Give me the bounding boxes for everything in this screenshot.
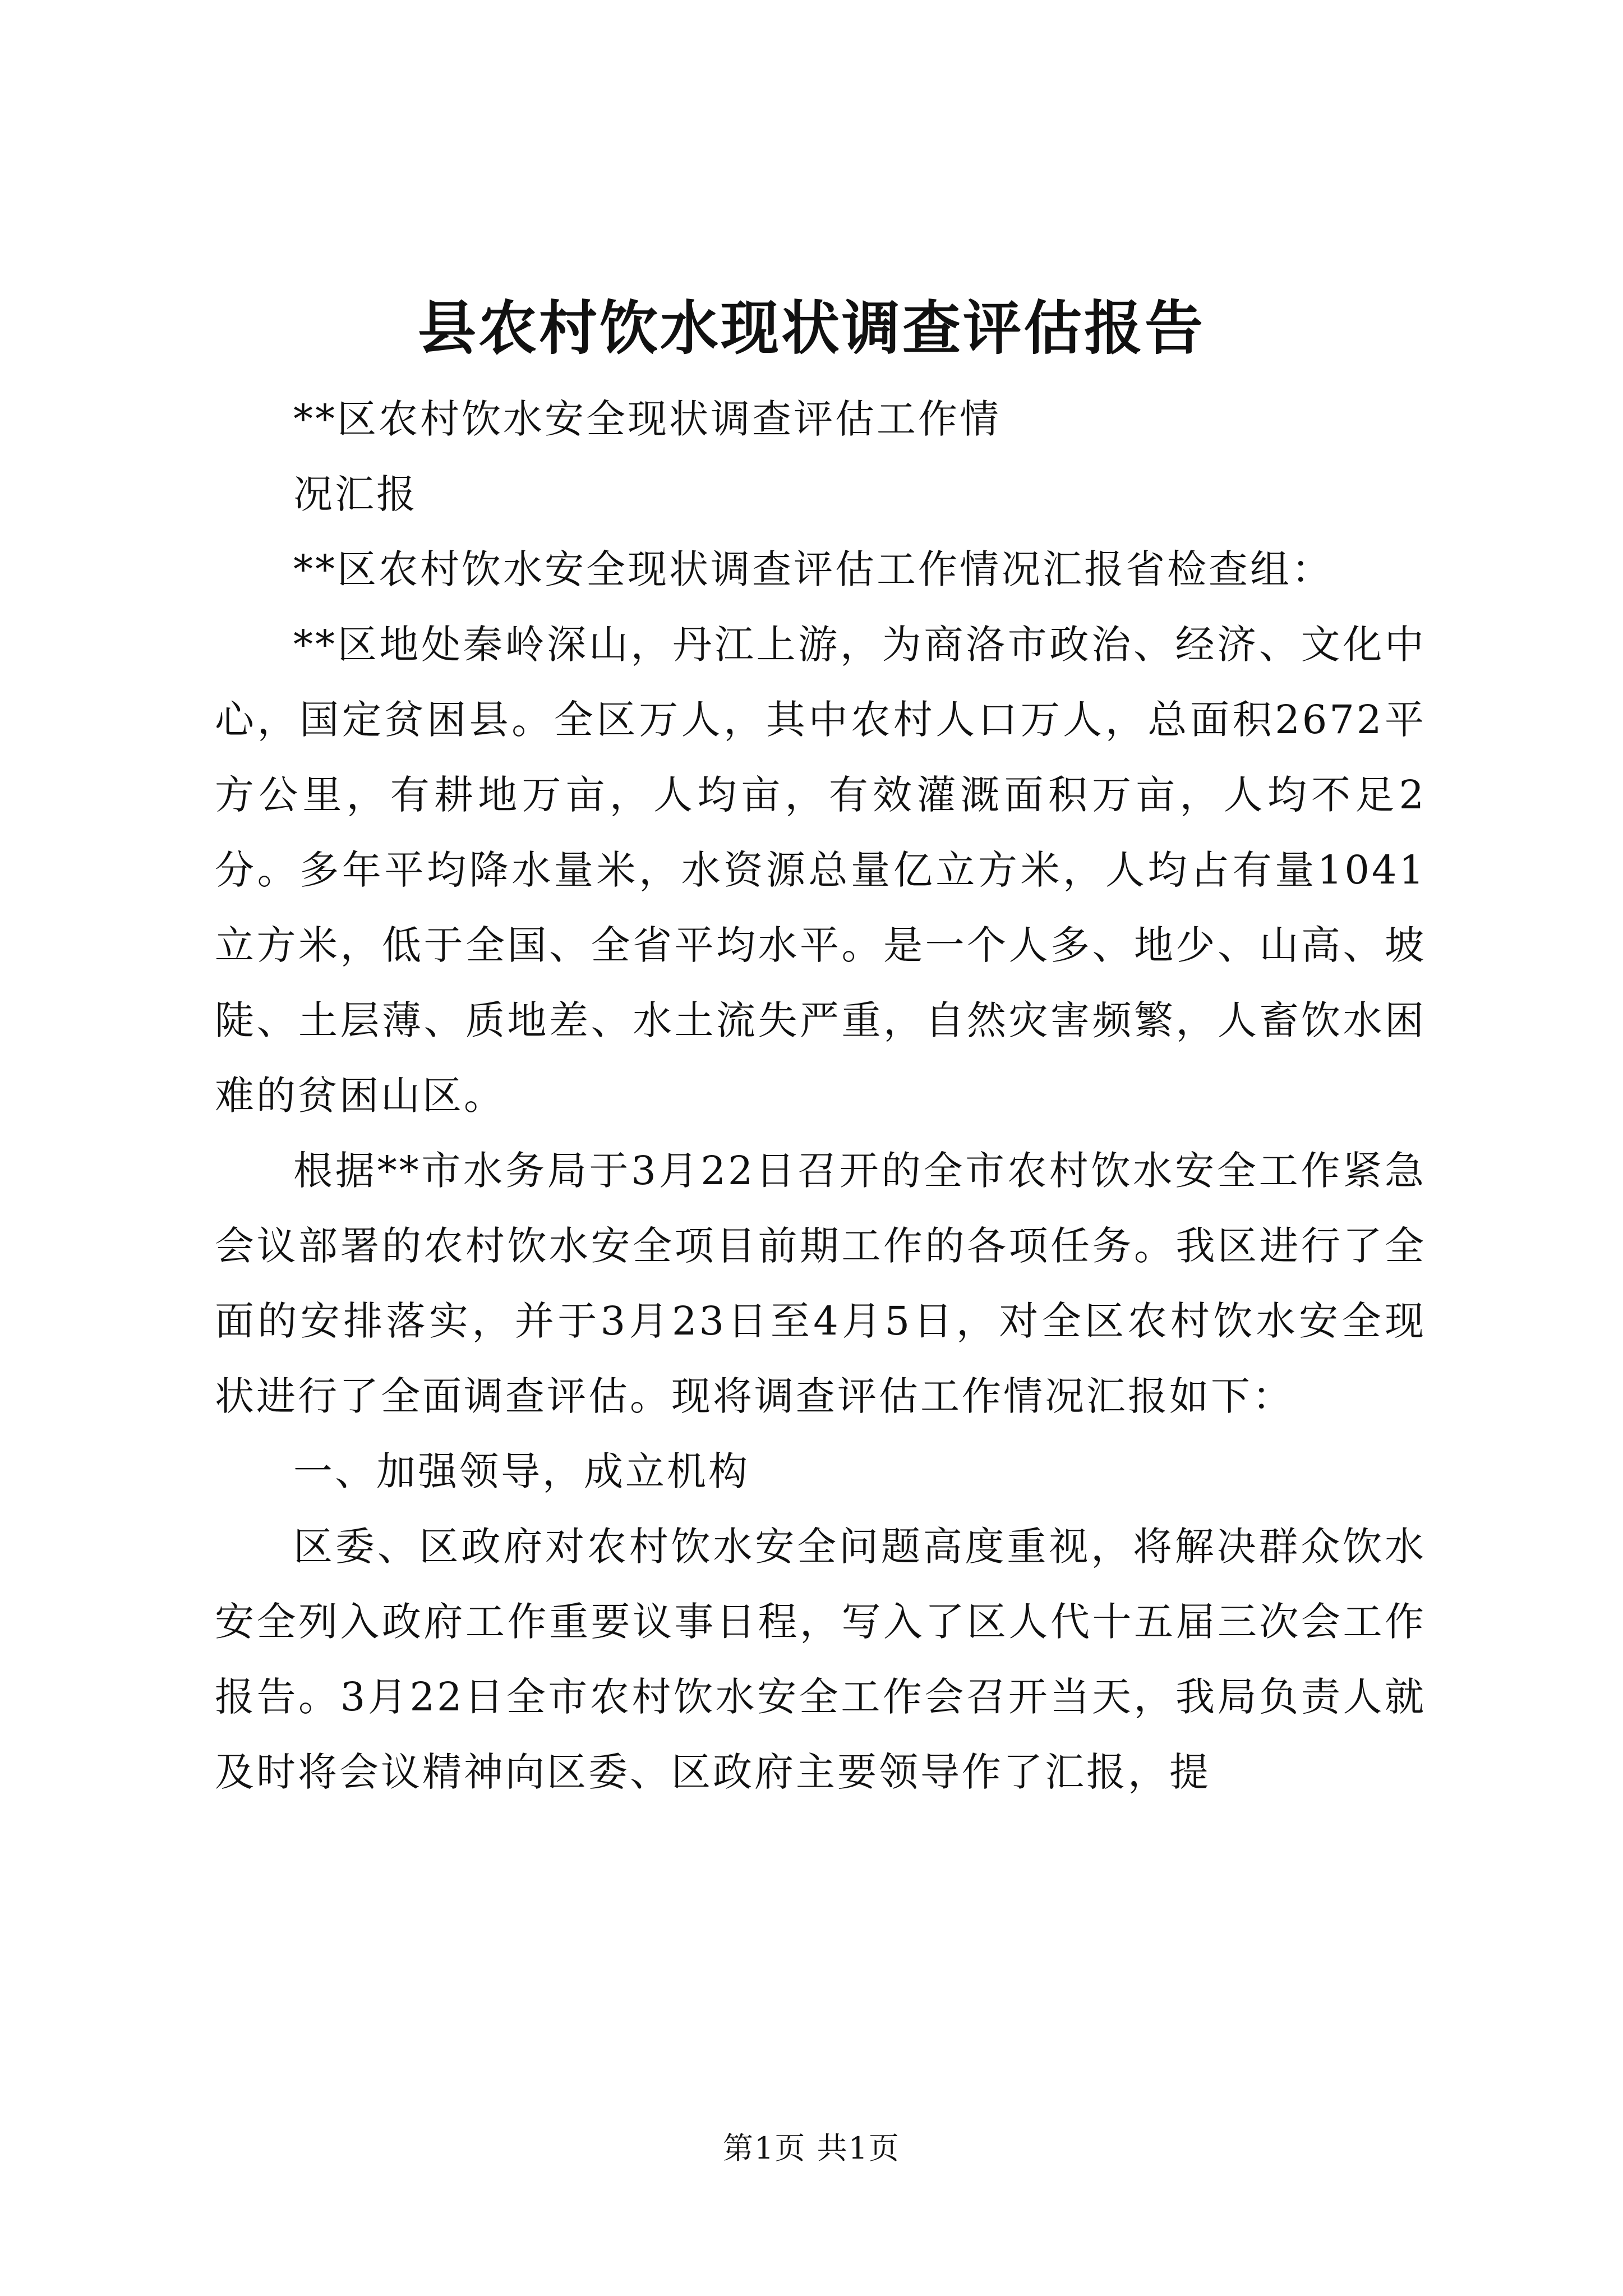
document-body <box>215 381 1426 1810</box>
paragraph: 况汇报 <box>293 471 418 517</box>
paragraph: **区农村饮水安全现状调查评估工作情况汇报省检查组： <box>293 546 1333 592</box>
paragraph: **区地处秦岭深山，丹江上游，为商洛市政治、经济、文化中心，国定贫困县。全区万人，其中农村人口万人，总面积2672平方公里，有耕地万亩，人均亩，有效灌溉面积万亩，人均不足2分。多年平均降水量米，水资源总量亿立方米，人均占有量1041立方米，低于全国、全省平均水平。是一个人多、地少、山高、坡陡、土层薄、质地差、水土流失严重，自然灾害频繁，人畜饮水困难的贫困山区。 <box>215 622 1426 1119</box>
page-footer: 第1页 共1页 <box>723 2131 900 2166</box>
paragraph: **区农村饮水安全现状调查评估工作情 <box>293 396 1001 442</box>
section-heading: 一、加强领导，成立机构 <box>293 1448 750 1494</box>
document-title: 县农村饮水现状调查评估报告 <box>417 293 1205 362</box>
paragraph: 区委、区政府对农村饮水安全问题高度重视，将解决群众饮水安全列入政府工作重要议事日程，写入了区人代十五届三次会工作报告。3月22日全市农村饮水安全工作会召开当天，我局负责人就及时将会议精神向区委、区政府主要领导作了汇报，提 <box>215 1524 1426 1795</box>
paragraph: 根据**市水务局于3月22日召开的全市农村饮水安全工作紧急会议部署的农村饮水安全项目前期工作的各项任务。我区进行了全面的安排落实，并于3月23日至4月5日，对全区农村饮水安全现状进行了全面调查评估。现将调查评估工作情况汇报如下： <box>215 1148 1426 1419</box>
